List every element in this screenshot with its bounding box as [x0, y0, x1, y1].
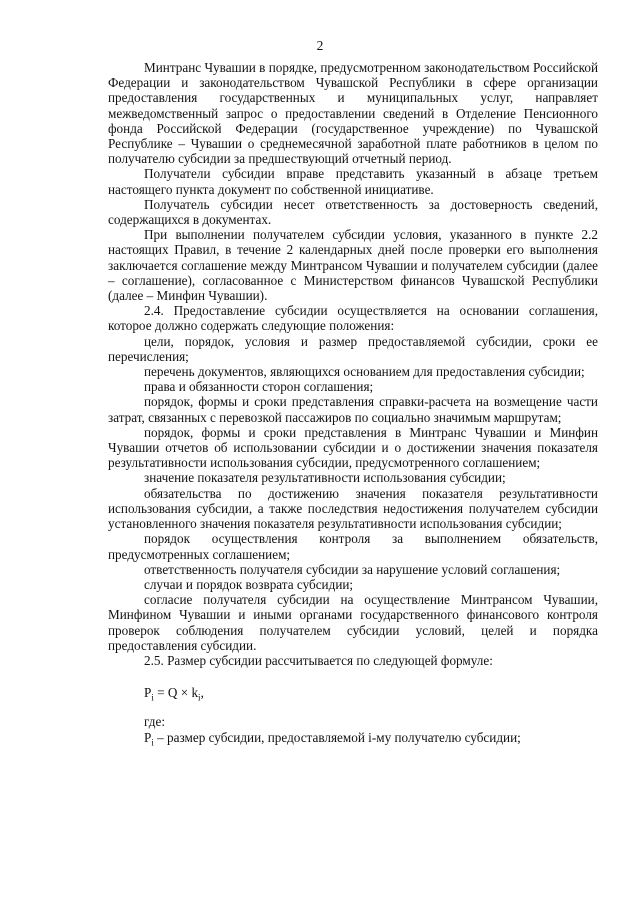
document-body [108, 60, 598, 748]
formula-tail: , [200, 685, 204, 701]
subsidy-formula [144, 685, 598, 703]
paragraph-responsibility: Получатель субсидии несет ответственность за достоверность сведений, содержащихся в документах. [108, 196, 598, 228]
list-item: случаи и порядок возврата субсидии; [144, 576, 354, 592]
paragraph-2-4: 2.4. Предоставление субсидии осуществляется на основании соглашения, которое должно содержать следующие положения: [108, 303, 598, 334]
list-item: порядок осуществления контроля за выполнением обязательств, предусмотренных соглашением; [108, 531, 598, 562]
list-item: цели, порядок, условия и размер предоставляемой субсидии, сроки ее перечисления; [108, 333, 598, 364]
formula-middle: = Q × k [153, 685, 199, 701]
list-item: порядок, формы и сроки представления в Минтранс Чувашии и Минфин Чувашии отчетов об использовании субсидии и о достижении значения показателя результативности использования субсидии, предусмотренного соглашением; [108, 424, 598, 471]
paragraph-2-5: 2.5. Размер субсидии рассчитывается по следующей формуле: [144, 652, 493, 668]
formula-lhs: P [144, 685, 152, 701]
list-item: согласие получателя субсидии на осуществление Минтрансом Чувашии, Минфином Чувашии и иными органами государственного финансового контроля проверок соблюдения получателем субсидии условий, целей и порядка предоставления субсидии. [108, 592, 598, 653]
paragraph-agreement-conclusion: При выполнении получателем субсидии условия, указанного в пункте 2.2 настоящих Правил, в течение 2 календарных дней после проверки его выполнения заключается соглашение между Минтрансом Чувашии и получателем субсидии (далее – соглашение), согласованное с Министерством финансов Чувашской Республики (далее – Минфин Чувашии). [108, 227, 598, 304]
paragraph-own-initiative: Получатели субсидии вправе представить указанный в абзаце третьем настоящего пункта документ по собственной инициативе. [108, 166, 598, 197]
page-number: 2 [316, 38, 324, 53]
formula-rhs-subscript: i [198, 692, 201, 703]
paragraph-interagency-request: Минтранс Чувашии в порядке, предусмотренном законодательством Российской Федерации и законодательством Чувашской Республики в сфере организации предоставления государственных и муниципальных услуг, направляет межведомственный запрос о предоставлении сведений в Отделение Пенсионного фонда Российской Федерации (государственное учреждение) по Чувашской Республике – Чувашии о среднемесячной заработной плате работников в целом по получателю субсидии за предшествующий отчетный период. [108, 60, 598, 167]
definition-pi [108, 729, 598, 748]
list-item: обязательства по достижению значения показателя результативности использования субсидии, а также последствия недостижения получателем субсидии установленного значения показателя результативности использования субсидии; [108, 485, 598, 532]
definition-symbol: P [144, 729, 152, 745]
list-item: ответственность получателя субсидии за нарушение условий соглашения; [144, 561, 561, 577]
list-item: права и обязанности сторон соглашения; [144, 379, 374, 395]
definition-text: – размер субсидии, предоставляемой i-му получателю субсидии; [153, 729, 521, 745]
list-item: порядок, формы и сроки представления справки-расчета на возмещение части затрат, связанных с перевозкой пассажиров по социально значимым маршрутам; [108, 394, 598, 425]
definition-symbol-subscript: i [151, 737, 154, 748]
formula-lhs-subscript: i [151, 692, 154, 703]
where-label: где: [144, 714, 165, 730]
list-item: значение показателя результативности использования субсидии; [144, 470, 506, 486]
list-item: перечень документов, являющихся основанием для предоставления субсидии; [144, 364, 585, 380]
